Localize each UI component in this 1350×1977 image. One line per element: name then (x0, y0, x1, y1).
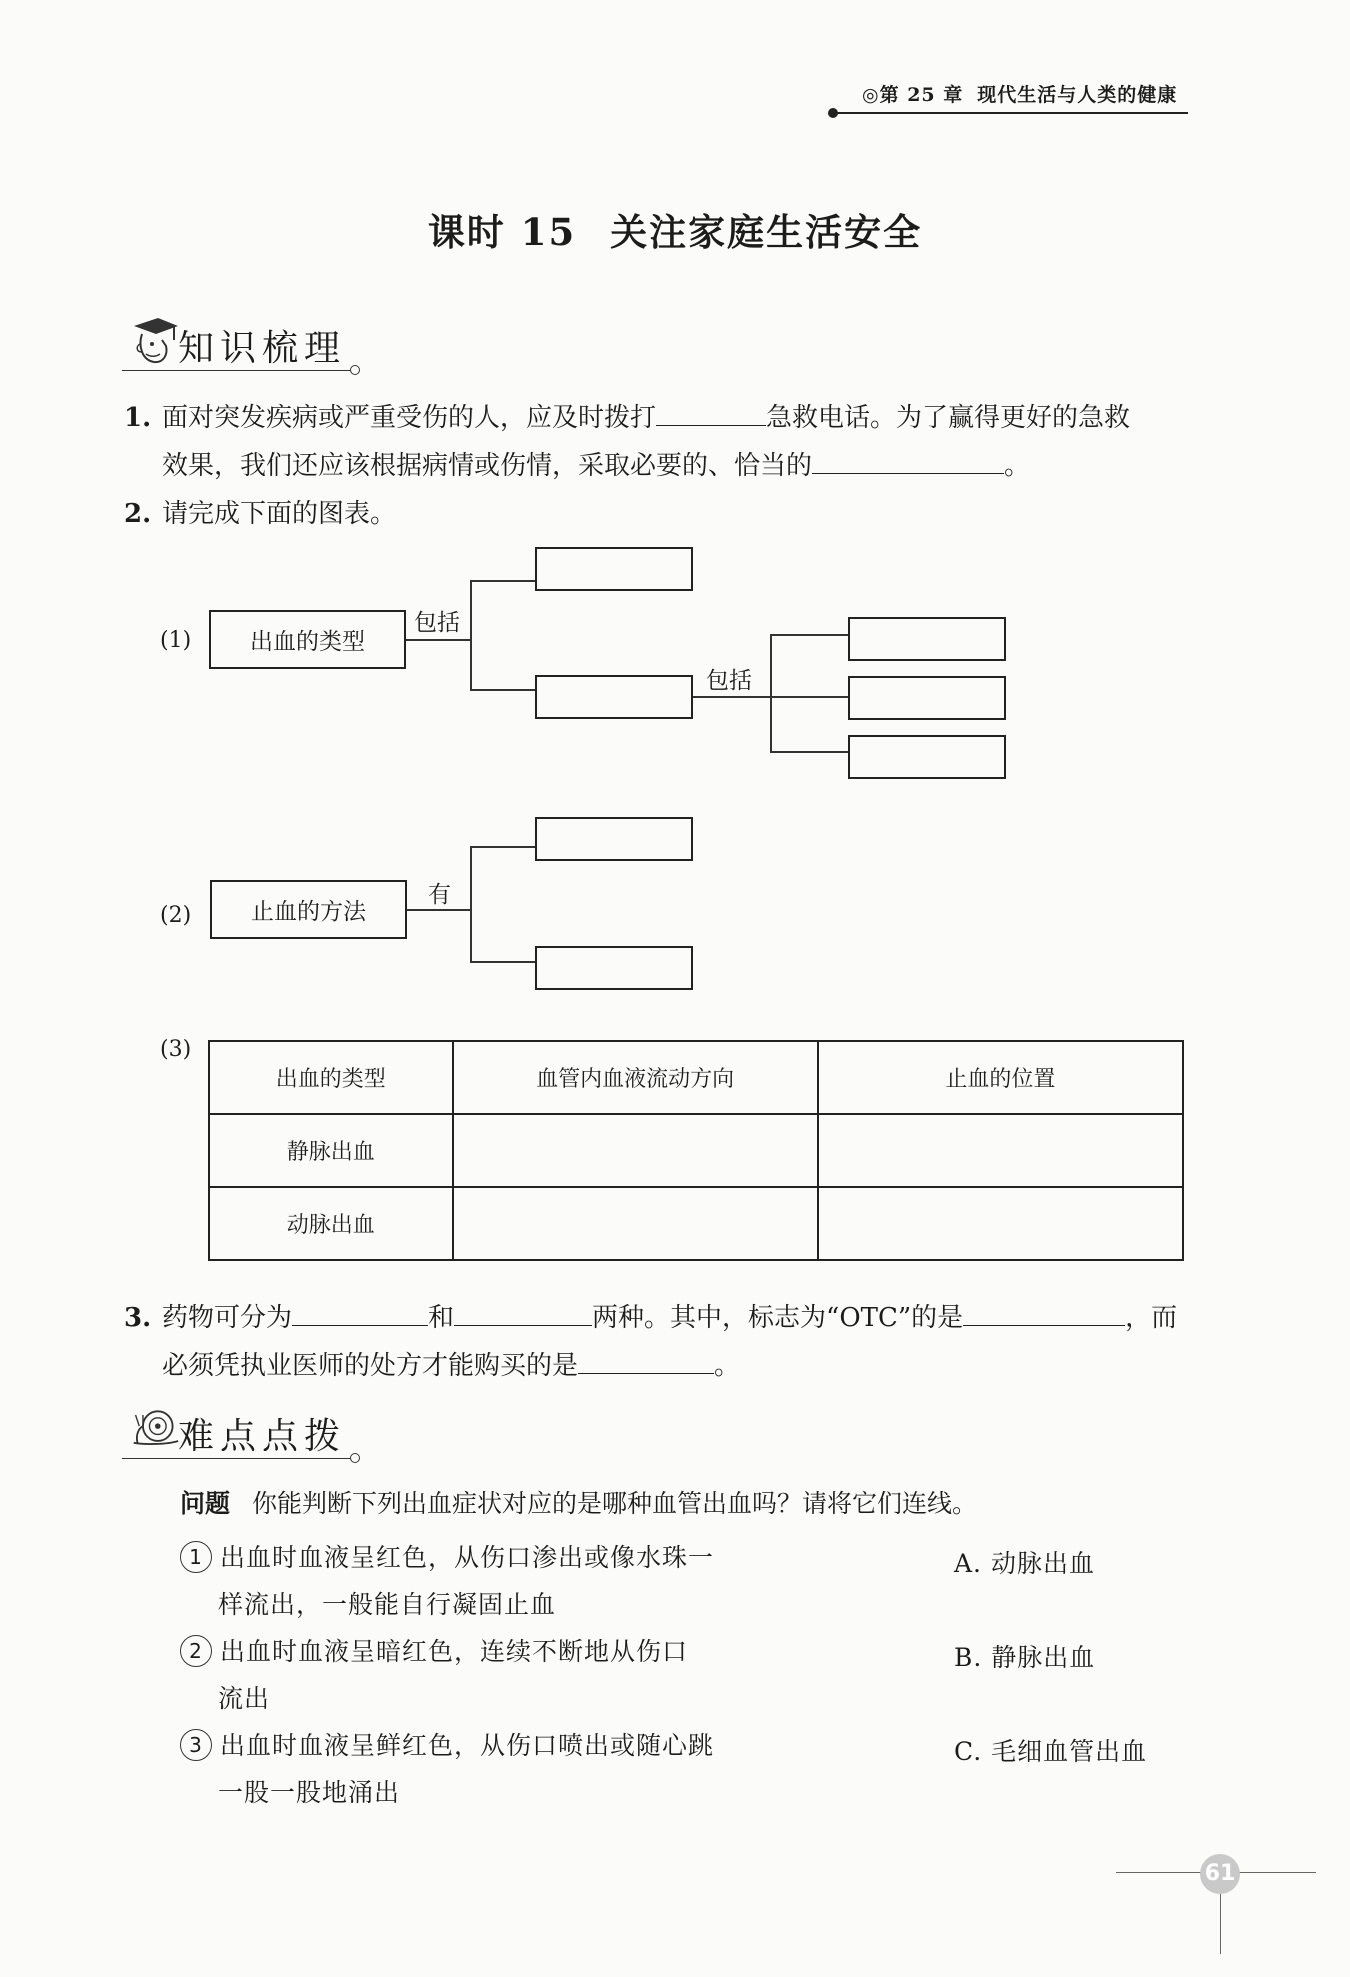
table-header-row (209, 1041, 1183, 1114)
question-1-line-1 (124, 394, 1130, 442)
lesson-name: 关注家庭生活安全 (610, 210, 923, 254)
option-b[interactable]: B. 静脉出血 (954, 1643, 1096, 1672)
heading-underline (122, 1458, 352, 1459)
table-header-cell: 血管内血液流动方向 (453, 1041, 818, 1114)
table-header-cell: 止血的位置 (818, 1041, 1183, 1114)
diagram-3-label: (3) (160, 1037, 192, 1062)
bleeding-types-box: 出血的类型 (209, 610, 406, 669)
heading-ring (350, 365, 360, 375)
problem-keyword: 问题 (180, 1489, 231, 1518)
answer-box[interactable] (848, 676, 1006, 720)
symptom-item-3[interactable] (180, 1722, 714, 1816)
item-number-circle: 1 (180, 1541, 212, 1573)
graduate-cap-icon (130, 314, 180, 366)
answer-cell[interactable] (818, 1114, 1183, 1187)
answer-box[interactable] (535, 946, 693, 990)
edge-label-has: 有 (428, 882, 451, 908)
answer-box[interactable] (535, 817, 693, 861)
connector-line (406, 639, 471, 641)
answer-blank[interactable] (812, 451, 1004, 474)
item-text: 出血时血液呈暗红色，连续不断地从伤口 (220, 1637, 689, 1666)
answer-box[interactable] (535, 675, 693, 719)
chapter-title: 现代生活与人类的健康 (977, 84, 1178, 106)
answer-cell[interactable] (453, 1114, 818, 1187)
connector-line (770, 634, 850, 636)
hemostasis-methods-box: 止血的方法 (210, 880, 407, 939)
symptom-item-2[interactable] (180, 1628, 688, 1722)
connector-line (770, 634, 772, 751)
question-number: 1. (124, 403, 152, 433)
problem-text: 你能判断下列出血症状对应的是哪种血管出血吗？请将它们连线。 (252, 1489, 978, 1518)
answer-box[interactable] (535, 547, 693, 591)
bleeding-table (208, 1040, 1184, 1261)
question-2 (124, 490, 396, 538)
question-text: 。 (1004, 451, 1031, 481)
question-text: 和 (428, 1303, 455, 1333)
table-row (209, 1114, 1183, 1187)
connector-line (470, 689, 536, 691)
page-number: 61 (1200, 1854, 1240, 1894)
question-number: 3. (124, 1303, 152, 1333)
question-3-line-1 (124, 1294, 1177, 1342)
answer-blank[interactable] (656, 403, 766, 426)
edge-label-includes: 包括 (706, 668, 752, 694)
edge-label-includes: 包括 (414, 610, 460, 636)
answer-blank[interactable] (454, 1303, 592, 1326)
section-heading-knowledge (122, 314, 372, 374)
question-text: 效果，我们还应该根据病情或伤情，采取必要的、恰当的 (162, 451, 813, 481)
connector-line (407, 909, 471, 911)
diagram-2-label: (2) (160, 903, 192, 928)
section-heading-text: 难点点拨 (178, 1416, 347, 1457)
heading-ring (350, 1453, 360, 1463)
answer-box[interactable] (848, 617, 1006, 661)
table-cell: 动脉出血 (209, 1187, 453, 1260)
question-text: 。 (714, 1351, 741, 1381)
symptom-item-1[interactable] (180, 1534, 714, 1628)
question-text: 药物可分为 (162, 1303, 293, 1333)
connector-line (770, 696, 850, 698)
item-text: 一股一股地涌出 (218, 1778, 401, 1807)
question-text: 请完成下面的图表。 (162, 499, 397, 529)
lesson-number: 课时 15 (427, 210, 577, 254)
connector-line (470, 580, 472, 689)
answer-blank[interactable] (578, 1351, 714, 1374)
chapter-number: ◎第 25 章 (862, 84, 964, 106)
page-number-stem (1220, 1894, 1221, 1954)
item-text: 流出 (218, 1684, 271, 1713)
section-heading-difficulty (122, 1402, 372, 1462)
header-rule (832, 112, 1188, 114)
problem-statement (180, 1484, 977, 1520)
answer-cell[interactable] (453, 1187, 818, 1260)
connector-line (770, 751, 850, 753)
question-text: 面对突发疾病或严重受伤的人，应及时拨打 (162, 403, 657, 433)
connector-line (470, 846, 472, 961)
option-a[interactable]: A. 动脉出血 (954, 1549, 1095, 1578)
item-text: 出血时血液呈红色，从伤口渗出或像水珠一 (220, 1543, 715, 1572)
item-text: 出血时血液呈鲜红色，从伤口喷出或随心跳 (220, 1731, 715, 1760)
connector-line (693, 696, 771, 698)
connector-line (470, 961, 536, 963)
table-header-cell: 出血的类型 (209, 1041, 453, 1114)
item-number-circle: 2 (180, 1635, 212, 1667)
question-3-line-2 (162, 1342, 740, 1390)
snail-icon (130, 1402, 180, 1454)
table-cell: 静脉出血 (209, 1114, 453, 1187)
question-text: 两种。其中，标志为“OTC”的是 (592, 1303, 964, 1333)
question-number: 2. (124, 499, 152, 529)
chapter-header (862, 80, 1177, 107)
connector-line (470, 580, 536, 582)
item-number-circle: 3 (180, 1729, 212, 1761)
answer-cell[interactable] (818, 1187, 1183, 1260)
connector-line (470, 846, 536, 848)
answer-blank[interactable] (963, 1303, 1125, 1326)
question-text: 急救电话。为了赢得更好的急救 (766, 403, 1131, 433)
answer-blank[interactable] (292, 1303, 428, 1326)
answer-box[interactable] (848, 735, 1006, 779)
question-text: 必须凭执业医师的处方才能购买的是 (162, 1351, 579, 1381)
item-text: 样流出，一般能自行凝固止血 (218, 1590, 557, 1619)
lesson-title (0, 202, 1350, 256)
question-text: ，而 (1125, 1303, 1178, 1333)
heading-underline (122, 370, 352, 371)
table-row (209, 1187, 1183, 1260)
option-c[interactable]: C. 毛细血管出血 (954, 1737, 1148, 1766)
section-heading-text: 知识梳理 (178, 328, 347, 369)
question-1-line-2 (162, 442, 1030, 490)
diagram-1-label: (1) (160, 628, 192, 653)
